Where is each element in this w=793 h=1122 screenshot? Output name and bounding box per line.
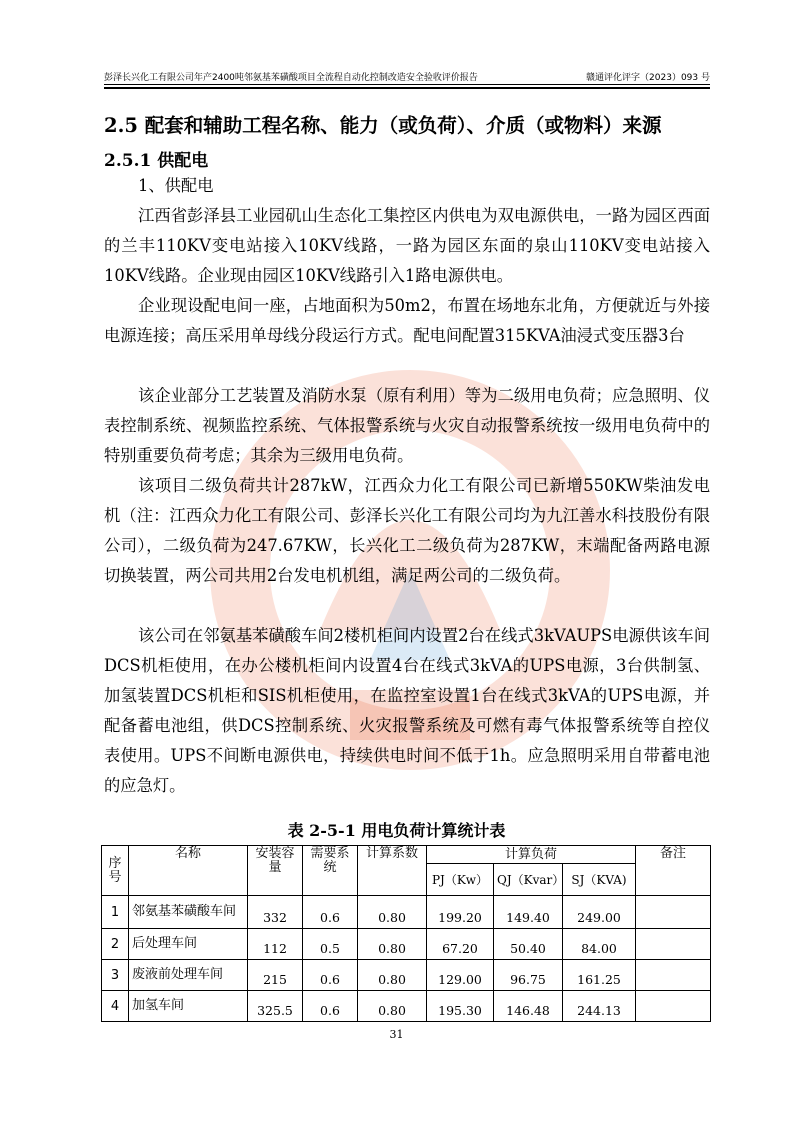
cell-qj: 149.40 <box>494 896 563 929</box>
table-row <box>102 960 711 991</box>
cell-capacity: 112 <box>248 929 303 960</box>
cell-qj: 146.48 <box>494 991 563 1022</box>
col-name: 名称 <box>129 846 248 896</box>
cell-note <box>636 896 711 929</box>
cell-name: 加氢车间 <box>129 991 248 1022</box>
cell-qj: 96.75 <box>494 960 563 991</box>
cell-capacity: 332 <box>248 896 303 929</box>
header-divider-thick <box>104 87 710 89</box>
col-demand: 需要系统 <box>303 846 358 896</box>
cell-demand: 0.6 <box>303 991 358 1022</box>
cell-index: 4 <box>102 991 129 1022</box>
header-left: 彭泽长兴化工有限公司年产2400吨邻氨基苯磺酸项目全流程自动化控制改造安全验收评价报告 <box>104 73 478 83</box>
col-index: 序号 <box>102 846 129 896</box>
cell-sj: 244.13 <box>563 991 636 1022</box>
cell-qj: 50.40 <box>494 929 563 960</box>
cell-factor: 0.80 <box>358 960 427 991</box>
col-factor: 计算系数 <box>358 846 427 896</box>
cell-name: 邻氨基苯磺酸车间 <box>129 896 248 929</box>
page-number: 31 <box>389 1028 404 1041</box>
section-title: 2.5 配套和辅助工程名称、能力（或负荷）、介质（或物料）来源 <box>104 114 662 137</box>
cell-name: 后处理车间 <box>129 929 248 960</box>
paragraph-heading: 1、供配电 <box>138 176 214 195</box>
cell-demand: 0.6 <box>303 896 358 929</box>
cell-factor: 0.80 <box>358 929 427 960</box>
cell-pj: 129.00 <box>427 960 494 991</box>
paragraph-distribution-room: 企业现设配电间一座，占地面积为50m2，布置在场地东北角，方便就近与外接电源连接；高压采用单母线分段运行方式。配电间配置315KVA油浸式变压器3台 <box>104 296 710 345</box>
cell-note <box>636 960 711 991</box>
paragraph-load-class: 该企业部分工艺装置及消防水泵（原有利用）等为二级用电负荷；应急照明、仪表控制系统、视频监控系统、气体报警系统与火灾自动报警系统按一级用电负荷中的特别重要负荷考虑；其余为三级用电负荷。 <box>104 386 710 465</box>
cell-note <box>636 991 711 1022</box>
cell-sj: 161.25 <box>563 960 636 991</box>
cell-index: 1 <box>102 896 129 929</box>
cell-sj: 249.00 <box>563 896 636 929</box>
running-header <box>104 70 710 83</box>
cell-pj: 199.20 <box>427 896 494 929</box>
col-load: 计算负荷 <box>427 846 636 864</box>
paragraph-generator: 该项目二级负荷共计287kW，江西众力化工有限公司已新增550KW柴油发电机（注：江西众力化工有限公司、彭泽长兴化工有限公司均为九江善水科技股份有限公司），二级负荷为247.67KW，长兴化工二级负荷为287KW，末端配备两路电源切换装置，两公司共用2台发电机机组，满足两公司的二级负荷。 <box>104 476 710 585</box>
cell-name: 废液前处理车间 <box>129 960 248 991</box>
col-qj: QJ（Kvar） <box>494 864 563 896</box>
col-pj: PJ（Kw） <box>427 864 494 896</box>
paragraph-power-supply: 江西省彭泽县工业园矶山生态化工集控区内供电为双电源供电，一路为园区西面的兰丰110KV变电站接入10KV线路，一路为园区东面的泉山110KV变电站接入10KV线路。企业现由园区10KV线路引入1路电源供电。 <box>104 206 710 285</box>
paragraph-ups: 该公司在邻氨基苯磺酸车间2楼机柜间内设置2台在线式3kVAUPS电源供该车间DCS机柜使用，在办公楼机柜间内设置4台在线式3kVA的UPS电源，3台供制氢、加氢装置DCS机柜和SIS机柜使用，在监控室设置1台在线式3kVA的UPS电源，并配备蓄电池组，供DCS控制系统、火灾报警系统及可燃有毒气体报警系统等自控仪表使用。UPS不间断电源供电，持续供电时间不低于1h。应急照明采用自带蓄电池的应急灯。 <box>104 626 710 795</box>
cell-pj: 67.20 <box>427 929 494 960</box>
cell-sj: 84.00 <box>563 929 636 960</box>
col-sj: SJ（KVA) <box>563 864 636 896</box>
header-divider <box>104 84 710 85</box>
cell-demand: 0.6 <box>303 960 358 991</box>
load-table <box>101 845 711 1022</box>
cell-demand: 0.5 <box>303 929 358 960</box>
cell-capacity: 325.5 <box>248 991 303 1022</box>
col-capacity: 安装容量 <box>248 846 303 896</box>
cell-index: 2 <box>102 929 129 960</box>
cell-capacity: 215 <box>248 960 303 991</box>
header-right: 赣通评化评字（2023）093 号 <box>586 73 710 83</box>
cell-factor: 0.80 <box>358 991 427 1022</box>
table-row <box>102 896 711 929</box>
subsection-title: 2.5.1 供配电 <box>104 151 209 171</box>
cell-pj: 195.30 <box>427 991 494 1022</box>
cell-note <box>636 929 711 960</box>
table-caption: 表 2-5-1 用电负荷计算统计表 <box>287 821 506 840</box>
table-row <box>102 991 711 1022</box>
col-note: 备注 <box>636 846 711 896</box>
cell-index: 3 <box>102 960 129 991</box>
cell-factor: 0.80 <box>358 896 427 929</box>
table-row <box>102 929 711 960</box>
